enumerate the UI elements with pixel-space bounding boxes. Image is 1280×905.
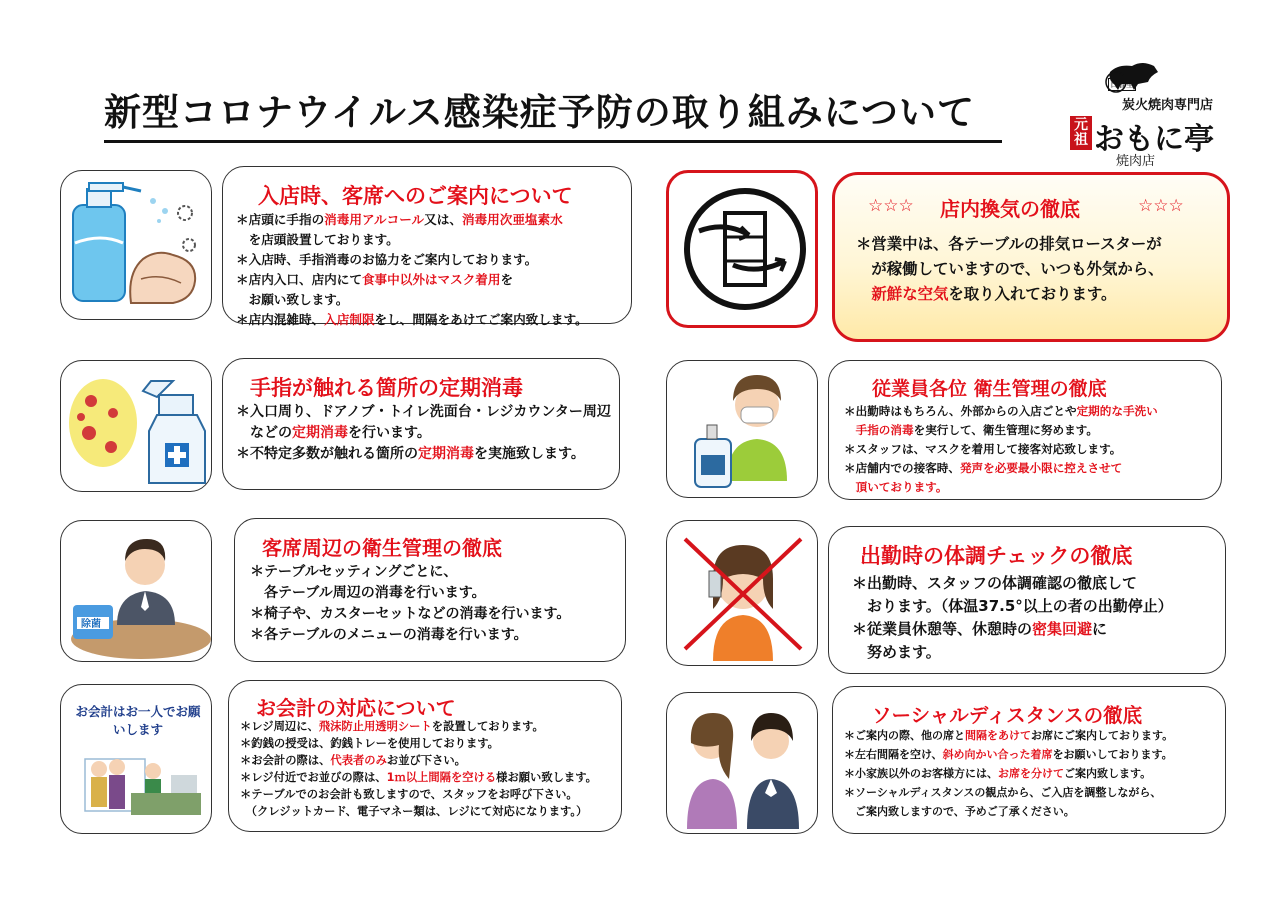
sick-image-box xyxy=(666,520,818,666)
highlighted-text: 新鮮な空気 xyxy=(871,285,949,303)
text-segment: を行います。 xyxy=(348,425,431,441)
entry-card-title: 入店時、客席へのご案内について xyxy=(258,184,573,208)
text-segment: ご案内致しますので、予めご了承ください。 xyxy=(844,805,1075,818)
text-segment: ＊店頭に手指の xyxy=(236,212,325,227)
ventilation-text-line xyxy=(856,257,1164,282)
ventilation-stars-right: ☆☆☆ xyxy=(1138,196,1184,216)
entry-text-line xyxy=(236,250,588,270)
distance-image-box xyxy=(666,692,818,834)
text-segment: ＊釣銭の授受は、釣銭トレーを使用しております。 xyxy=(240,737,499,750)
text-segment: 各テーブル周辺の消毒を行います。 xyxy=(250,585,486,601)
text-segment: に xyxy=(1092,620,1108,638)
text-segment: ＊出勤時、スタッフの体調確認の徹底して xyxy=(852,574,1138,592)
health-card-title: 出勤時の体調チェックの徹底 xyxy=(860,544,1133,568)
text-segment: （クレジットカード、電子マネー類は、レジにて対応になります。） xyxy=(240,805,588,818)
text-segment: ＊左右間隔を空け、 xyxy=(844,748,943,761)
logo-subtitle: 焼肉店 xyxy=(1116,154,1156,169)
distance-card-text xyxy=(844,726,1173,821)
two-people-talking-icon xyxy=(667,693,818,834)
text-segment: をし、間隔をあけてご案内致します。 xyxy=(374,312,588,327)
staff-mask-icon xyxy=(667,361,818,498)
ventilation-card-text xyxy=(856,232,1164,307)
checkout-card-text xyxy=(240,718,597,820)
text-segment: お願い致します。 xyxy=(236,292,349,307)
text-segment: を取り入れております。 xyxy=(948,285,1117,303)
wipes-image-box xyxy=(60,520,212,662)
distance-text-line xyxy=(844,764,1173,783)
entry-card-text xyxy=(236,210,588,330)
staff-card-title: 従業員各位 衛生管理の徹底 xyxy=(872,378,1107,400)
sick-person-crossed-icon xyxy=(667,521,818,666)
disinfect-text-line xyxy=(236,444,611,465)
seats-text-line xyxy=(250,583,570,604)
text-segment: を店頭設置しております。 xyxy=(236,232,399,247)
checkout-image-box xyxy=(60,684,212,834)
seats-card-text xyxy=(250,562,570,646)
text-segment: ＊ご案内の際、他の席と xyxy=(844,729,965,742)
entry-text-line xyxy=(236,230,588,250)
ventilation-stars-left: ☆☆☆ xyxy=(868,196,914,216)
cashier-queue-icon xyxy=(61,685,212,834)
wipes-label: 除菌 xyxy=(81,619,101,630)
highlighted-text: 代表者のみ xyxy=(330,754,387,767)
highlighted-text: 密集回避 xyxy=(1032,620,1093,638)
text-segment: ＊レジ周辺に、 xyxy=(240,720,319,733)
ventilation-text-line xyxy=(856,282,1164,307)
highlighted-text: 定期的な手洗い xyxy=(1076,404,1158,418)
highlighted-text: 消毒用次亜塩素水 xyxy=(461,212,563,227)
text-segment: をお願いしております。 xyxy=(1052,748,1173,761)
text-segment: お並び下さい。 xyxy=(386,754,466,767)
highlighted-text: 定期消毒 xyxy=(418,446,474,462)
staff-text-line xyxy=(844,440,1158,459)
text-segment: ＊店内入口、店内にて xyxy=(236,272,362,287)
distance-card-title: ソーシャルディスタンスの徹底 xyxy=(872,704,1143,727)
highlighted-text: 飛沫防止用透明シート xyxy=(318,720,432,733)
staff-text-line xyxy=(844,459,1158,478)
highlighted-text: 斜め向かい合った着席 xyxy=(942,748,1053,761)
seats-text-line xyxy=(250,562,570,583)
staff-image-box xyxy=(666,360,818,498)
disinfect-text-line xyxy=(236,402,611,423)
text-segment xyxy=(856,285,871,303)
text-segment xyxy=(844,480,856,494)
ventilation-text-line xyxy=(856,232,1164,257)
text-segment: おります。（体温37.5°以上の者の出勤停止） xyxy=(852,597,1173,615)
checkout-text-line xyxy=(240,769,597,786)
sanitizer-image-box xyxy=(60,170,212,320)
checkout-text-line xyxy=(240,803,597,820)
highlighted-text: 入店制限 xyxy=(324,312,375,327)
disinfect-card-text xyxy=(236,402,611,465)
highlighted-text: 定期消毒 xyxy=(292,425,348,441)
distance-text-line xyxy=(844,783,1173,802)
health-text-line xyxy=(852,595,1173,618)
entry-text-line xyxy=(236,310,588,330)
text-segment: を設置しております。 xyxy=(431,720,544,733)
text-segment: 又は、 xyxy=(424,212,462,227)
staff-text-line xyxy=(844,421,1158,440)
window-ventilation-icon xyxy=(669,173,818,328)
text-segment: ＊営業中は、各テーブルの排気ロースターが xyxy=(856,235,1162,253)
text-segment: ＊レジ付近でお並びの際は、 xyxy=(240,771,387,784)
entry-text-line xyxy=(236,210,588,230)
ventilation-card-title: 店内換気の徹底 xyxy=(940,197,1080,221)
text-segment: ＊お会計の際は、 xyxy=(240,754,331,767)
highlighted-text: 手指の消毒 xyxy=(855,423,914,437)
staff-cleaning-table-icon xyxy=(61,521,212,662)
highlighted-text: お席を分けて xyxy=(998,767,1064,780)
text-segment: ＊入口周り、ドアノブ・トイレ洗面台・レジカウンター周辺 xyxy=(236,404,611,420)
text-segment: 様お願い致します。 xyxy=(496,771,597,784)
health-text-line xyxy=(852,572,1173,595)
checkout-card-title: お会計の対応について xyxy=(256,696,456,720)
text-segment: お席にご案内しております。 xyxy=(1031,729,1174,742)
checkout-text-line xyxy=(240,735,597,752)
hand-sanitizer-icon xyxy=(61,171,212,320)
highlighted-text: 食事中以外はマスク着用 xyxy=(361,272,501,287)
text-segment xyxy=(844,423,856,437)
text-segment: ＊スタッフは、マスクを着用して接客対応致します。 xyxy=(844,442,1122,456)
text-segment: を実行して、衛生管理に努めます。 xyxy=(913,423,1098,437)
logo-prefix: 元祖 xyxy=(1070,116,1092,150)
text-segment: ご案内致します。 xyxy=(1064,767,1152,780)
health-text-line xyxy=(852,618,1173,641)
highlighted-text: 頂いております。 xyxy=(855,480,948,494)
text-segment: ＊テーブルでのお会計も致しますので、スタッフをお呼び下さい。 xyxy=(240,788,578,801)
logo-arc-text: 炭火焼肉専門店 xyxy=(1122,98,1214,113)
text-segment: ＊ソーシャルディスタンスの観点から、ご入店を調整しながら、 xyxy=(844,786,1162,799)
disinfect-card-title: 手指が触れる箇所の定期消毒 xyxy=(250,376,523,400)
highlighted-text: 発声を必要最小限に控えさせて xyxy=(959,461,1123,475)
text-segment: ＊不特定多数が触れる箇所の xyxy=(236,446,418,462)
text-segment: ＊テーブルセッティングごとに、 xyxy=(250,564,458,580)
text-segment: ＊入店時、手指消毒のお協力をご案内しております。 xyxy=(236,252,538,267)
text-segment: ＊小家族以外のお客様方には、 xyxy=(844,767,998,780)
highlighted-text: 1ｍ以上間隔を空ける xyxy=(386,771,497,784)
page-title: 新型コロナウイルス感染症予防の取り組みについて xyxy=(104,86,1002,143)
entry-text-line xyxy=(236,270,588,290)
staff-card-text xyxy=(844,402,1158,497)
restaurant-logo xyxy=(1060,58,1220,168)
text-segment: 努めます。 xyxy=(852,643,941,661)
distance-text-line xyxy=(844,802,1173,821)
checkout-text-line xyxy=(240,752,597,769)
logo-badge: 日暮里 xyxy=(1110,80,1134,89)
seats-text-line xyxy=(250,625,570,646)
spray-image-box xyxy=(60,360,212,492)
text-segment: を xyxy=(500,272,514,287)
checkout-sign-text: お会計はお一人でお願いします xyxy=(75,704,201,737)
text-segment: が稼働していますので、いつも外気から、 xyxy=(856,260,1164,278)
text-segment: ＊椅子や、カスターセットなどの消毒を行います。 xyxy=(250,606,571,622)
spray-bottle-icon xyxy=(61,361,212,492)
seats-card-title: 客席周辺の衛生管理の徹底 xyxy=(262,536,502,560)
staff-text-line xyxy=(844,478,1158,497)
entry-text-line xyxy=(236,290,588,310)
health-card-text xyxy=(852,572,1173,664)
text-segment: ＊従業員休憩等、休憩時の xyxy=(852,620,1033,638)
distance-text-line xyxy=(844,726,1173,745)
text-segment: ＊店舗内での接客時、 xyxy=(844,461,960,475)
staff-text-line xyxy=(844,402,1158,421)
checkout-text-line xyxy=(240,786,597,803)
health-text-line xyxy=(852,641,1173,664)
distance-text-line xyxy=(844,745,1173,764)
text-segment: ＊店内混雑時、 xyxy=(236,312,325,327)
checkout-text-line xyxy=(240,718,597,735)
text-segment: ＊出勤時はもちろん、外部からの入店ごとや xyxy=(844,404,1077,418)
logo-name: おもに亭 xyxy=(1094,122,1214,157)
ventilation-image-box xyxy=(666,170,818,328)
text-segment: などの xyxy=(236,425,292,441)
seats-text-line xyxy=(250,604,570,625)
highlighted-text: 消毒用アルコール xyxy=(324,212,425,227)
text-segment: ＊各テーブルのメニューの消毒を行います。 xyxy=(250,627,528,643)
disinfect-text-line xyxy=(236,423,611,444)
highlighted-text: 間隔をあけて xyxy=(965,729,1031,742)
text-segment: を実施致します。 xyxy=(474,446,585,462)
